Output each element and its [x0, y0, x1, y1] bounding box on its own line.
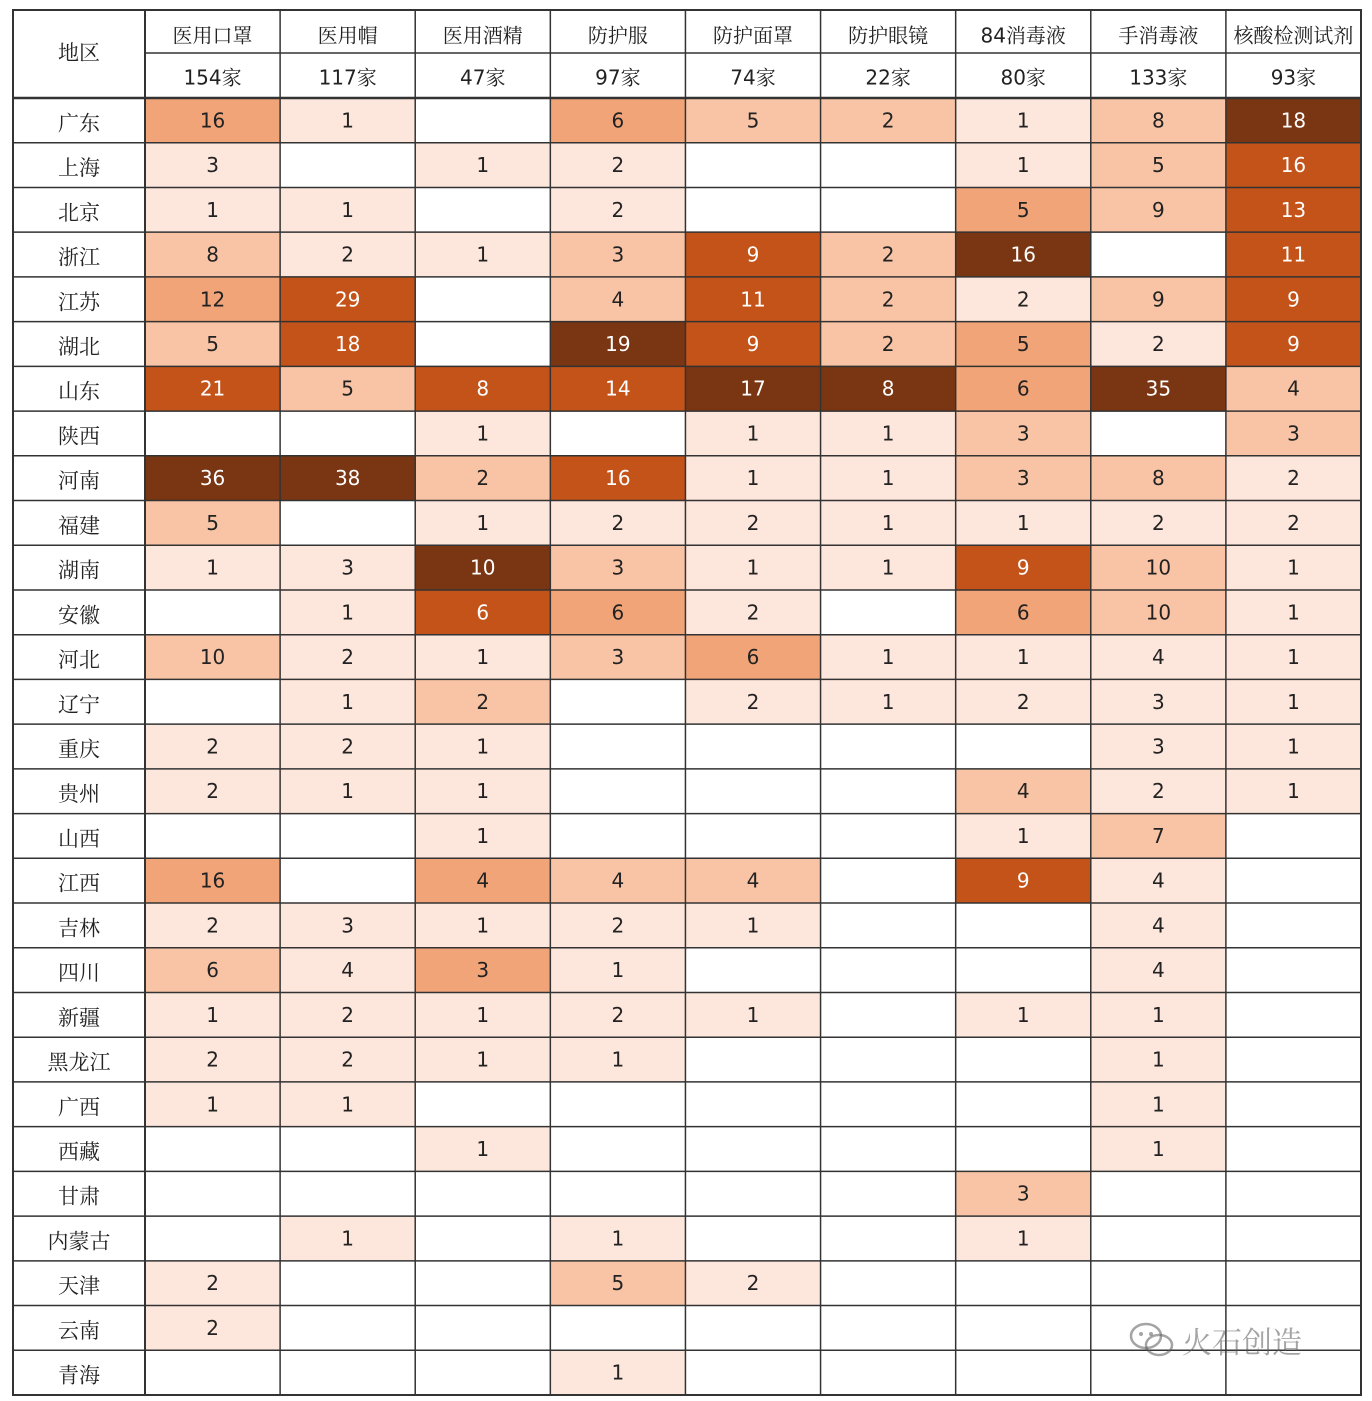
cell-value: 2 — [881, 108, 895, 133]
cell-value: 2 — [1151, 779, 1165, 804]
cell-value: 8 — [206, 242, 219, 267]
cell-value: 3 — [1016, 421, 1030, 446]
cell-value: 16 — [605, 466, 631, 491]
cell-value: 4 — [1287, 376, 1300, 401]
cell-value: 10 — [470, 555, 496, 580]
cell-value: 1 — [206, 197, 219, 222]
cell-value: 1 — [611, 1360, 625, 1385]
cell-value: 36 — [199, 466, 226, 491]
cell-value: 1 — [476, 734, 490, 759]
cell-value: 9 — [1287, 331, 1300, 356]
cell-value: 6 — [206, 958, 219, 983]
cell-value: 1 — [746, 555, 760, 580]
cell-value: 5 — [611, 1271, 625, 1296]
cell-value: 2 — [1287, 466, 1300, 491]
region-label: 安徽 — [58, 603, 100, 628]
cell-value: 3 — [1287, 421, 1300, 446]
region-label: 广东 — [58, 111, 100, 136]
region-label: 四川 — [58, 961, 100, 986]
cell-value: 3 — [1151, 689, 1165, 714]
cell-value: 1 — [881, 689, 895, 714]
header-region: 地区 — [58, 41, 100, 65]
region-label: 重庆 — [58, 737, 100, 762]
cell-value: 2 — [476, 689, 490, 714]
header-column-total: 47家 — [460, 65, 506, 90]
header-column-name: 防护面罩 — [713, 23, 793, 48]
region-label: 黑龙江 — [47, 1050, 111, 1075]
cell-value: 2 — [1016, 287, 1030, 312]
cell-value: 18 — [1280, 108, 1307, 133]
cell-value: 1 — [746, 466, 760, 491]
cell-value: 10 — [199, 645, 226, 670]
region-label: 陕西 — [58, 424, 100, 449]
cell-value: 4 — [1151, 868, 1165, 893]
cell-value: 1 — [476, 1047, 490, 1072]
cell-value: 10 — [1145, 555, 1172, 580]
cell-value: 9 — [1151, 197, 1165, 222]
cell-value: 5 — [206, 331, 219, 356]
cell-value: 1 — [341, 600, 355, 625]
region-label: 内蒙古 — [47, 1229, 111, 1254]
region-label: 贵州 — [58, 782, 100, 807]
cell-value: 16 — [1010, 242, 1036, 267]
cell-value: 9 — [1287, 287, 1300, 312]
header-column-total: 80家 — [1000, 65, 1046, 90]
cell-value: 5 — [206, 510, 219, 535]
cell-value: 9 — [746, 242, 760, 267]
cell-value: 8 — [1151, 108, 1165, 133]
region-label: 福建 — [58, 513, 100, 538]
header-column-name: 防护服 — [587, 23, 648, 48]
cell-value: 1 — [476, 913, 490, 938]
cell-value: 6 — [476, 600, 490, 625]
cell-value: 35 — [1145, 376, 1172, 401]
cell-value: 1 — [881, 645, 895, 670]
region-label: 湖北 — [58, 334, 100, 359]
cell-value: 5 — [1016, 197, 1030, 222]
cell-value: 2 — [341, 242, 355, 267]
cell-value: 2 — [341, 1047, 355, 1072]
header-column-total: 154家 — [183, 65, 242, 90]
region-label: 江苏 — [58, 290, 100, 315]
cell-value: 4 — [746, 868, 760, 893]
cell-value: 9 — [1151, 287, 1165, 312]
cell-value: 5 — [746, 108, 760, 133]
cell-value: 4 — [611, 287, 625, 312]
header-column-name: 医用酒精 — [442, 23, 523, 48]
cell-value: 2 — [206, 734, 219, 759]
cell-value: 1 — [476, 1002, 490, 1027]
cell-value: 1 — [881, 555, 895, 580]
cell-value: 2 — [746, 510, 760, 535]
cell-value: 2 — [881, 242, 895, 267]
cell-value: 2 — [341, 734, 355, 759]
cell-value: 2 — [206, 1271, 219, 1296]
cell-value: 1 — [1287, 689, 1300, 714]
cell-value: 19 — [605, 331, 631, 356]
header-column-name: 84消毒液 — [980, 23, 1066, 48]
cell-value: 1 — [476, 779, 490, 804]
cell-value: 1 — [476, 645, 490, 670]
header-column-total: 97家 — [595, 65, 641, 90]
cell-value: 1 — [206, 1002, 219, 1027]
cell-value: 2 — [206, 913, 219, 938]
cell-value: 2 — [1287, 510, 1300, 535]
cell-value: 11 — [1280, 242, 1307, 267]
cell-value: 10 — [1145, 600, 1172, 625]
cell-value: 8 — [476, 376, 490, 401]
cell-value: 5 — [1016, 331, 1030, 356]
cell-value: 1 — [476, 153, 490, 178]
cell-value: 2 — [611, 197, 625, 222]
cell-value: 5 — [341, 376, 355, 401]
cell-value: 2 — [476, 466, 490, 491]
region-label: 江西 — [58, 871, 100, 896]
cell-value: 17 — [740, 376, 766, 401]
cell-value: 2 — [341, 1002, 355, 1027]
cell-value: 4 — [1151, 958, 1165, 983]
region-label: 天津 — [58, 1274, 100, 1299]
header-column-total: 117家 — [318, 65, 377, 90]
cell-value: 4 — [476, 868, 490, 893]
cell-value: 3 — [476, 958, 490, 983]
cell-value: 3 — [611, 645, 625, 670]
cell-value: 1 — [1016, 1226, 1030, 1251]
cell-value: 16 — [199, 108, 226, 133]
watermark-text: 火石创造 — [1182, 1326, 1302, 1361]
cell-value: 1 — [1287, 779, 1300, 804]
cell-value: 1 — [341, 779, 355, 804]
cell-value: 1 — [476, 421, 490, 446]
cell-value: 1 — [881, 421, 895, 446]
header-column-name: 手消毒液 — [1118, 23, 1199, 48]
cell-value: 13 — [1280, 197, 1307, 222]
cell-value: 1 — [1016, 823, 1030, 848]
cell-value: 6 — [611, 108, 625, 133]
cell-value: 2 — [1151, 331, 1165, 356]
cell-value: 2 — [746, 1271, 760, 1296]
cell-value: 1 — [341, 1226, 355, 1251]
cell-value: 3 — [611, 555, 625, 580]
cell-value: 6 — [611, 600, 625, 625]
cell-value: 1 — [1016, 510, 1030, 535]
cell-value: 1 — [611, 958, 625, 983]
cell-value: 4 — [1151, 913, 1165, 938]
cell-value: 1 — [206, 1092, 219, 1117]
header-column-total: 22家 — [865, 65, 911, 90]
cell-value: 2 — [746, 600, 760, 625]
cell-value: 4 — [341, 958, 355, 983]
header-column-name: 医用口罩 — [172, 23, 253, 48]
cell-value: 1 — [881, 466, 895, 491]
region-label: 新疆 — [58, 1005, 100, 1030]
cell-value: 2 — [881, 287, 895, 312]
region-label: 浙江 — [58, 245, 100, 270]
cell-value: 4 — [1016, 779, 1030, 804]
cell-value: 6 — [1016, 600, 1030, 625]
header-column-total: 133家 — [1129, 65, 1188, 90]
cell-value: 1 — [1287, 734, 1300, 759]
region-label: 山西 — [58, 826, 100, 851]
cell-value: 8 — [881, 376, 895, 401]
cell-value: 1 — [476, 1137, 490, 1162]
cell-value: 3 — [1016, 1181, 1030, 1206]
region-label: 湖南 — [58, 558, 100, 583]
header-column-name: 核酸检测试剂 — [1233, 23, 1354, 48]
cell-value: 38 — [334, 466, 361, 491]
cell-value: 2 — [611, 153, 625, 178]
cell-value: 1 — [476, 242, 490, 267]
cell-value: 2 — [341, 645, 355, 670]
cell-value: 1 — [1287, 645, 1300, 670]
cell-value: 16 — [199, 868, 226, 893]
cell-value: 3 — [341, 913, 355, 938]
cell-value: 1 — [206, 555, 219, 580]
cell-value: 1 — [1016, 153, 1030, 178]
cell-value: 4 — [1151, 645, 1165, 670]
cell-value: 2 — [611, 913, 625, 938]
cell-value: 1 — [1016, 1002, 1030, 1027]
cell-value: 3 — [611, 242, 625, 267]
cell-value: 4 — [611, 868, 625, 893]
cell-value: 6 — [746, 645, 760, 670]
region-label: 广西 — [58, 1095, 100, 1120]
cell-value: 2 — [1016, 689, 1030, 714]
cell-value: 2 — [206, 1315, 219, 1340]
cell-value: 16 — [1280, 153, 1307, 178]
cell-value: 9 — [746, 331, 760, 356]
region-label: 青海 — [58, 1363, 100, 1388]
cell-value: 2 — [1151, 510, 1165, 535]
cell-value: 3 — [206, 153, 219, 178]
cell-value: 1 — [746, 1002, 760, 1027]
cell-value: 3 — [1016, 466, 1030, 491]
region-label: 吉林 — [58, 916, 100, 941]
header-column-name: 医用帽 — [317, 23, 378, 48]
region-label: 辽宁 — [58, 692, 100, 717]
cell-value: 12 — [199, 287, 226, 312]
cell-value: 2 — [206, 1047, 219, 1072]
cell-value: 2 — [206, 779, 219, 804]
cell-value: 1 — [341, 197, 355, 222]
region-label: 上海 — [58, 156, 100, 181]
cell-value: 1 — [341, 108, 355, 133]
region-label: 北京 — [58, 200, 100, 225]
header-column-total: 93家 — [1270, 65, 1317, 90]
cell-value: 2 — [746, 689, 760, 714]
region-label: 云南 — [58, 1318, 100, 1343]
cell-value: 29 — [334, 287, 361, 312]
cell-value: 7 — [1151, 823, 1165, 848]
cell-value: 8 — [1151, 466, 1165, 491]
cell-value: 9 — [1016, 555, 1030, 580]
cell-value: 1 — [746, 421, 760, 446]
header-column-name: 防护眼镜 — [848, 23, 929, 48]
region-label: 河南 — [58, 469, 100, 494]
cell-value: 1 — [1287, 555, 1300, 580]
cell-value: 2 — [881, 331, 895, 356]
cell-value: 3 — [341, 555, 355, 580]
cell-value: 3 — [1151, 734, 1165, 759]
cell-value: 11 — [740, 287, 766, 312]
cell-value: 1 — [746, 913, 760, 938]
cell-value: 9 — [1016, 868, 1030, 893]
cell-value: 2 — [611, 1002, 625, 1027]
cell-value: 1 — [1016, 108, 1030, 133]
cell-value: 1 — [1016, 645, 1030, 670]
cell-value: 1 — [1151, 1002, 1165, 1027]
cell-value: 1 — [1151, 1047, 1165, 1072]
header-column-total: 74家 — [730, 65, 776, 90]
cell-value: 6 — [1016, 376, 1030, 401]
cell-value: 14 — [605, 376, 631, 401]
region-label: 西藏 — [58, 1140, 100, 1165]
cell-value: 1 — [611, 1226, 625, 1251]
cell-value: 1 — [1287, 600, 1300, 625]
cell-value: 1 — [476, 823, 490, 848]
cell-value: 21 — [199, 376, 226, 401]
cell-value: 1 — [476, 510, 490, 535]
region-label: 甘肃 — [58, 1184, 100, 1209]
region-label: 河北 — [58, 648, 100, 673]
cell-value: 1 — [1151, 1092, 1165, 1117]
cell-value: 1 — [341, 689, 355, 714]
cell-value: 1 — [611, 1047, 625, 1072]
cell-value: 1 — [881, 510, 895, 535]
cell-value: 1 — [1151, 1137, 1165, 1162]
cell-value: 2 — [611, 510, 625, 535]
region-label: 山东 — [58, 379, 100, 404]
cell-value: 1 — [341, 1092, 355, 1117]
cell-value: 5 — [1151, 153, 1165, 178]
cell-value: 18 — [334, 331, 361, 356]
